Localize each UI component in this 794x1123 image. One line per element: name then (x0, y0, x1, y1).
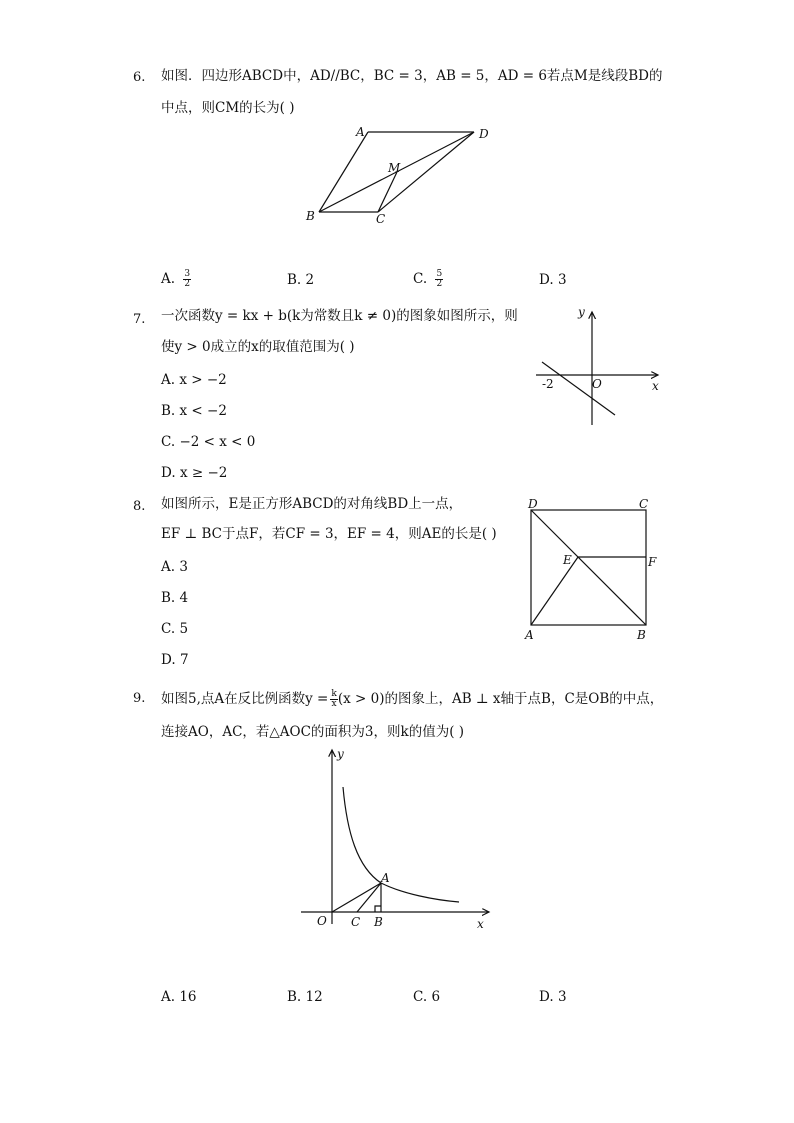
option-c[interactable]: C. 6 (413, 989, 441, 1005)
option-a[interactable]: A. x > −2 (161, 372, 227, 388)
x-axis-label: x (652, 379, 659, 393)
vertex-label-B: B (306, 209, 315, 223)
question-text-line2: 中点，则CM的长为( ) (161, 100, 295, 116)
option-d[interactable]: D. 7 (161, 652, 189, 668)
question-text-line2: 使y > 0成立的x的取值范围为( ) (161, 339, 355, 355)
question-text-line1: 一次函数y = kx + b(k为常数且k ≠ 0)的图象如图所示，则 (161, 308, 518, 324)
y-axis-label: y (337, 747, 344, 761)
question-text-line2: EF ⊥ BC于点F，若CF = 3，EF = 4，则AE的长是( ) (161, 526, 497, 542)
option-b[interactable]: B. x < −2 (161, 403, 227, 419)
inverse-function-graph (295, 742, 495, 932)
option-b[interactable]: B. 12 (287, 989, 323, 1005)
fraction: $\frac{5}{2}$ (436, 269, 443, 289)
vertex-label-D: D (528, 497, 538, 511)
question-number: 6. (133, 70, 146, 85)
question-text-line1: 如图5,点A在反比例函数y = $\frac{k}{x}$ (x > 0)的图象上，AB ⊥ x轴于点B，C是OB的中点， (161, 689, 664, 709)
question-number: 9. (133, 691, 146, 706)
point-label-B: B (374, 915, 383, 929)
vertex-label-C: C (376, 212, 386, 226)
point-label-F: F (648, 555, 657, 569)
vertex-label-A: A (356, 125, 365, 139)
question-text-line2: 连接AO，AC，若△AOC的面积为3，则k的值为( ) (161, 724, 465, 740)
option-a[interactable]: A. 16 (161, 989, 197, 1005)
option-c[interactable]: C. $\frac{5}{2}$ (413, 269, 443, 289)
option-d[interactable]: D. 3 (539, 989, 567, 1005)
vertex-label-B: B (637, 628, 646, 642)
option-b[interactable]: B. 4 (161, 590, 189, 606)
origin-label: O (592, 377, 602, 391)
option-c[interactable]: C. 5 (161, 621, 189, 637)
option-d[interactable]: D. 3 (539, 272, 567, 288)
question-text-line1: 如图．四边形ABCD中，AD//BC，BC = 3，AB = 5，AD = 6若点M是线段BD的 (161, 68, 663, 84)
option-c[interactable]: C. −2 < x < 0 (161, 434, 256, 450)
point-label-C: C (351, 915, 361, 929)
origin-label: O (317, 914, 327, 928)
vertex-label-D: D (479, 127, 489, 141)
option-a[interactable]: A. 3 (161, 559, 188, 575)
point-label-A: A (381, 871, 390, 885)
option-b[interactable]: B. 2 (287, 272, 315, 288)
intercept-label: -2 (542, 377, 554, 391)
fraction: $\frac{3}{2}$ (184, 269, 191, 289)
question-number: 7. (133, 312, 146, 327)
x-axis-label: x (477, 917, 484, 931)
option-a[interactable] (161, 270, 191, 289)
question-text-line1: 如图所示，E是正方形ABCD的对角线BD上一点， (161, 496, 463, 512)
question-number: 8. (133, 499, 146, 514)
vertex-label-A: A (525, 628, 534, 642)
vertex-label-C: C (639, 497, 649, 511)
y-axis-label: y (578, 305, 585, 319)
option-letter: A. (161, 271, 176, 287)
point-label-E: E (563, 553, 572, 567)
square-figure (520, 494, 670, 646)
option-d[interactable]: D. x ≥ −2 (161, 465, 228, 481)
midpoint-label-M: M (388, 161, 401, 175)
parallelogram-figure (290, 120, 510, 230)
linear-function-graph (530, 300, 670, 430)
